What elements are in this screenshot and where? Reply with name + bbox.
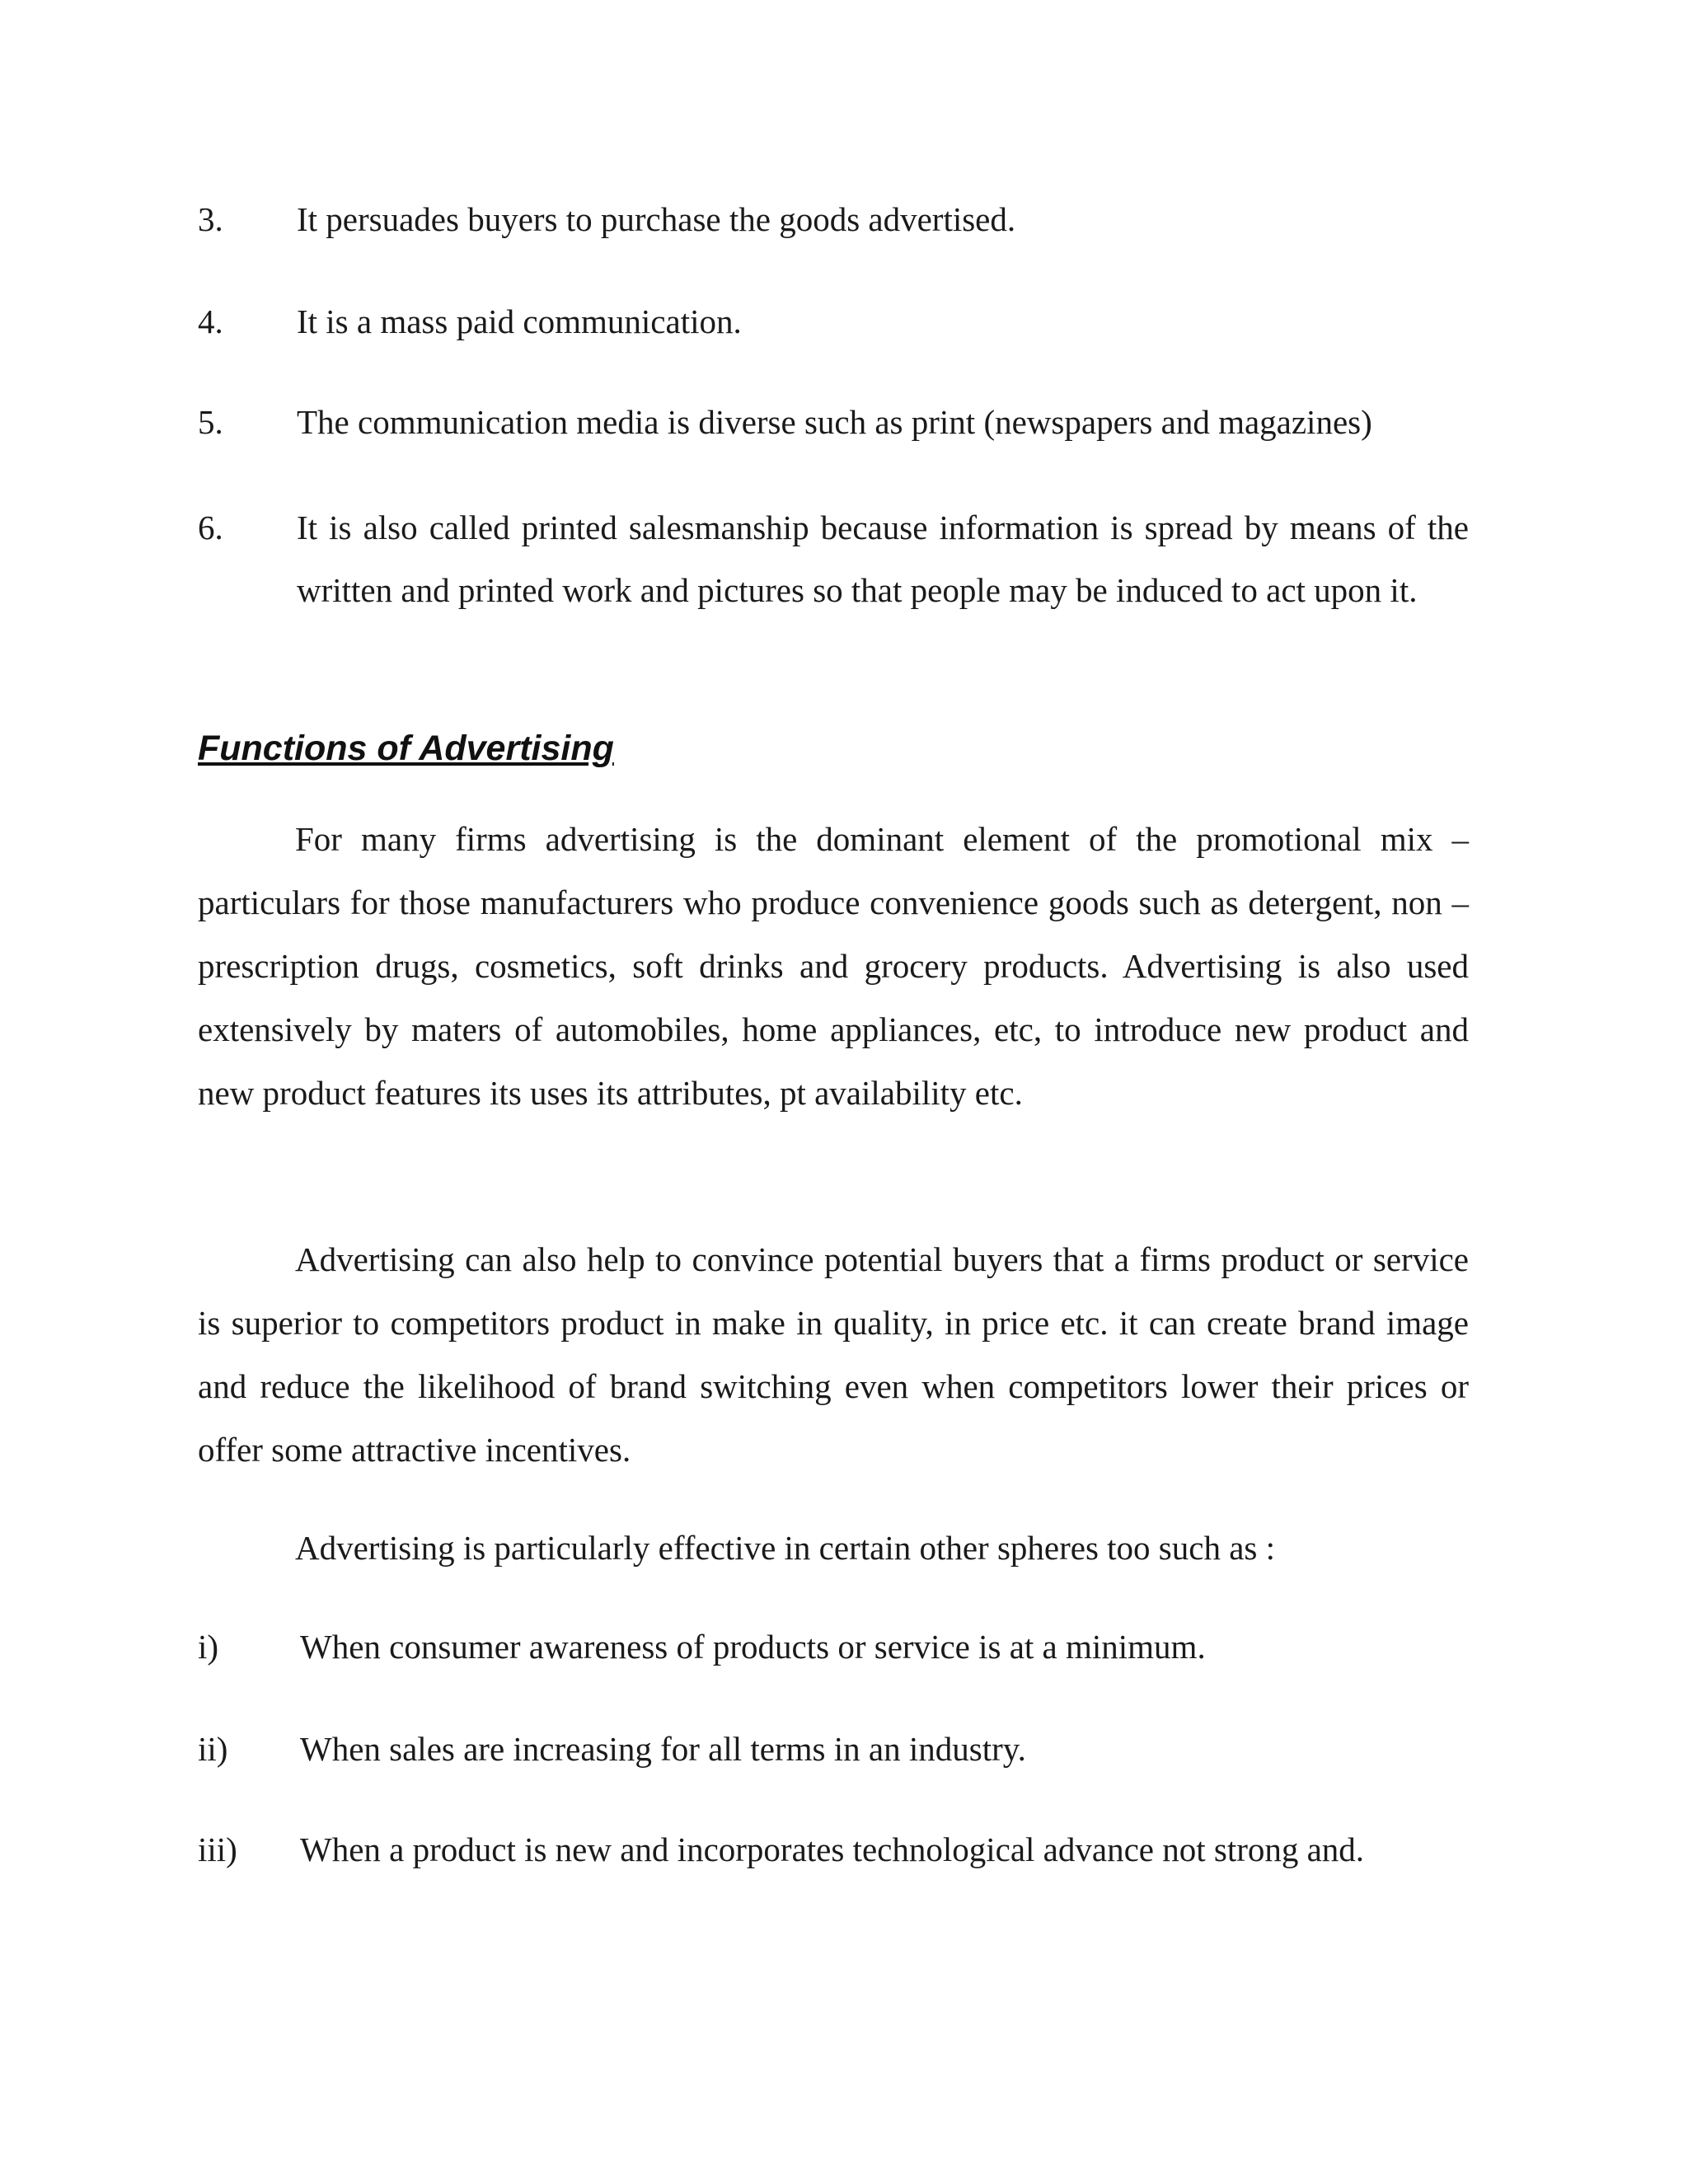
list-number: 5. <box>198 403 223 441</box>
list-number: 3. <box>198 200 223 238</box>
section-heading: Functions of Advertising <box>198 729 614 768</box>
list-text: It is a mass paid communication. <box>297 302 742 340</box>
list-text: When a product is new and incorporates technological advance not strong and. <box>300 1830 1365 1868</box>
list-number: 6. <box>198 509 223 546</box>
paragraph-convince-buyers: Advertising can also help to convince potential buyers that a firms product or service is superior to competitors product in make in quality, in price etc. it can create brand image and reduce the likelihood of brand switching even when competitors lower their prices or offer some attractive incentives. <box>198 1240 1469 1469</box>
paragraph-other-spheres: Advertising is particularly effective in certain other spheres too such as : <box>295 1529 1275 1567</box>
list-number: iii) <box>198 1830 237 1868</box>
list-text: It persuades buyers to purchase the goods advertised. <box>297 200 1016 238</box>
list-text: When consumer awareness of products or service is at a minimum. <box>300 1628 1206 1666</box>
list-number: ii) <box>198 1730 228 1768</box>
list-number: i) <box>198 1628 219 1666</box>
list-number: 4. <box>198 302 223 340</box>
list-text: It is also called printed salesmanship because information is spread by means of the written and printed work and pictures so that people may be induced to act upon it. <box>297 509 1469 609</box>
list-text: When sales are increasing for all terms in an industry. <box>300 1730 1026 1768</box>
list-text: The communication media is diverse such as print (newspapers and magazines) <box>297 403 1372 441</box>
paragraph-promotional-mix: For many firms advertising is the dominant element of the promotional mix – particulars for those manufacturers who produce convenience goods such as detergent, non – prescription drugs, cosmetics, soft drinks and grocery products. Advertising is also used extensively by maters of automobiles, home appliances, etc, to introduce new product and new product features its uses its attributes, pt availability etc. <box>198 820 1469 1112</box>
